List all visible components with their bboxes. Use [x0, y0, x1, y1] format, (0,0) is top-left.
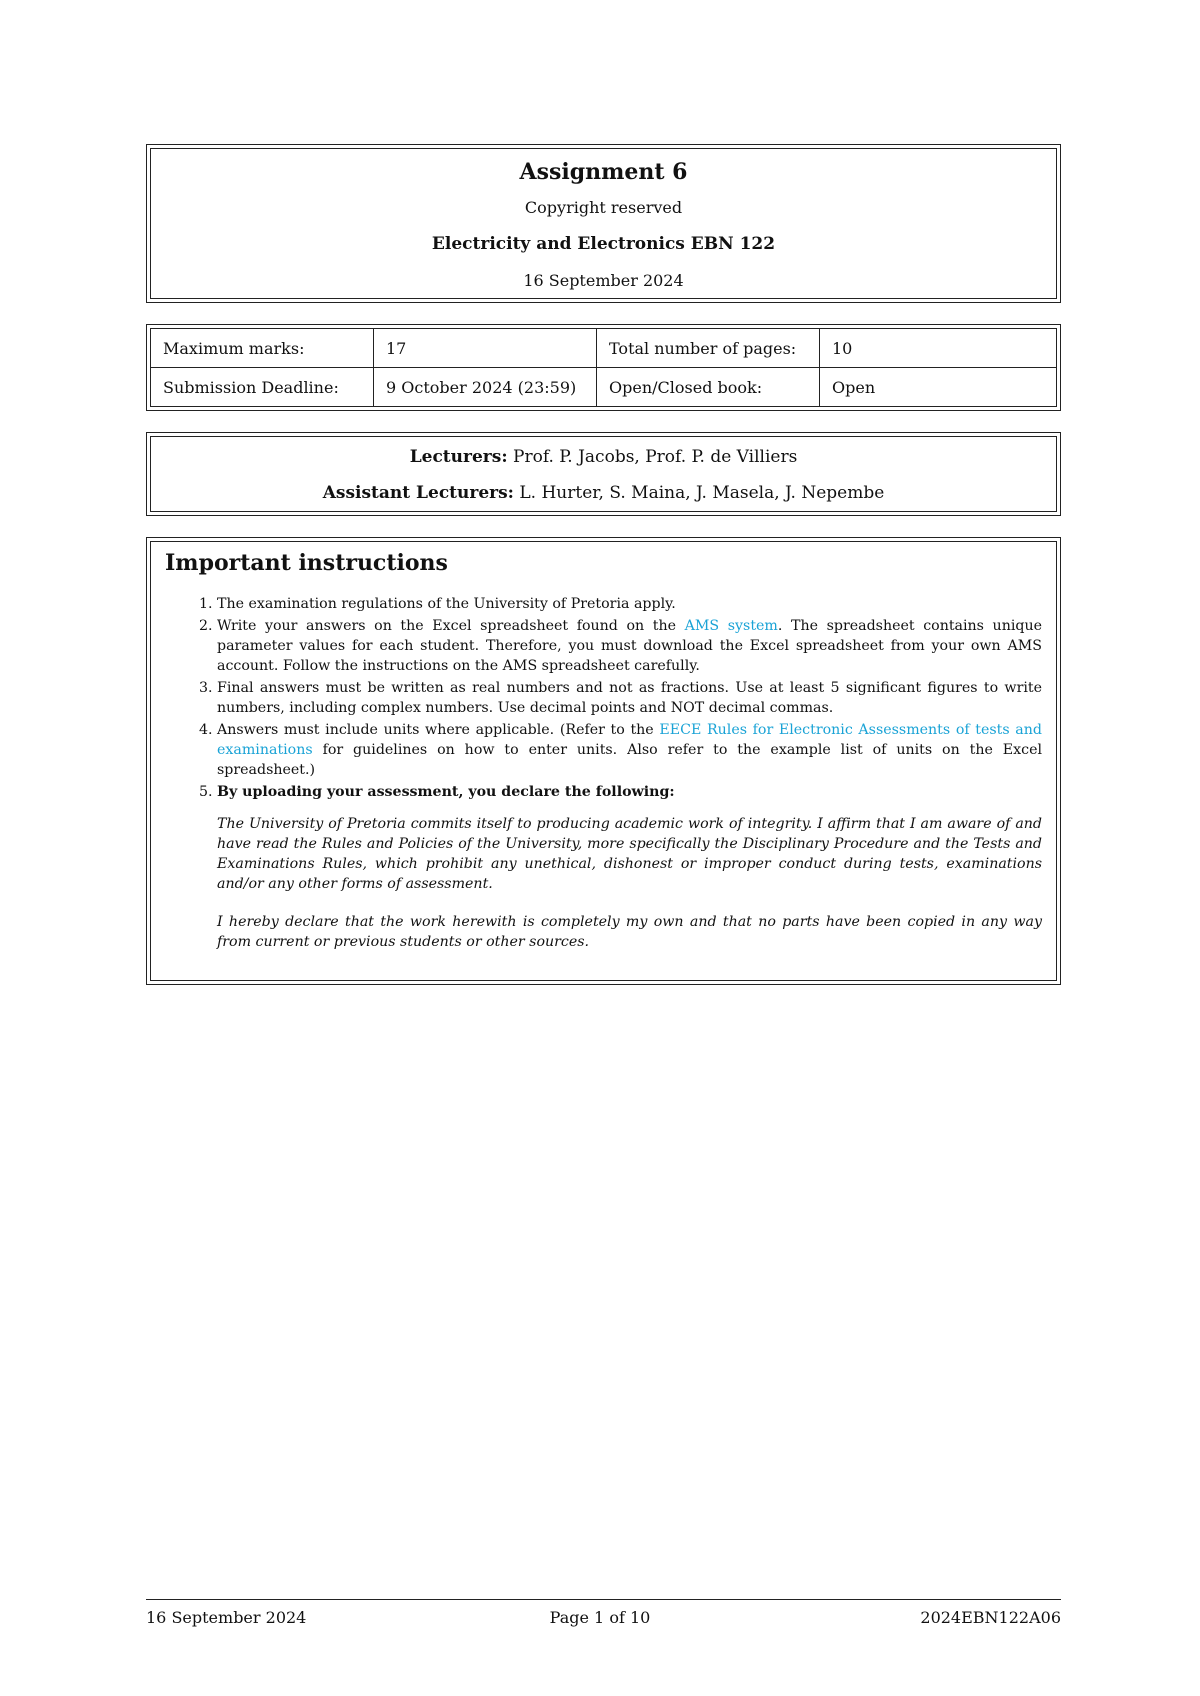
instruction-5: By uploading your assessment, you declare the following:: [217, 784, 675, 800]
footer-page-number: Page 1 of 10: [549, 1608, 651, 1627]
lecturers-label: Lecturers:: [409, 447, 508, 467]
assistants-line: [151, 483, 1056, 503]
ams-system-link[interactable]: AMS system: [684, 618, 778, 634]
copyright-notice: Copyright reserved: [524, 198, 683, 217]
list-item: [217, 616, 1042, 676]
eece-rules-link[interactable]: EECE Rules for Electronic Assessments of tests and examinations: [217, 722, 1042, 758]
assistants-names: L. Hurter, S. Maina, J. Masela, J. Nepembe: [519, 483, 885, 503]
assignment-date: 16 September 2024: [523, 271, 684, 290]
deadline-label: Submission Deadline:: [151, 368, 374, 407]
list-item: [217, 678, 1042, 718]
max-marks-value: 17: [374, 329, 597, 368]
instruction-2-text-cont: . The spreadsheet contains unique parameter values for each student. Therefore, you must download the Excel spreadsheet from your own AMS account. Follow the instructions on the AMS spreadsheet carefully.: [217, 618, 1042, 674]
book-type-value: Open: [820, 368, 1057, 407]
footer-code: 2024EBN122A06: [920, 1608, 1061, 1627]
declaration-integrity: The University of Pretoria commits itself to producing academic work of integrity. I affirm that I am aware of and have read the Rules and Policies of the University, more specifically the Disciplinary Procedure and the Tests and Examinations Rules, which prohibit any unethical, dishonest or improper conduct during tests, examinations and/or any other forms of assessment.: [217, 816, 1042, 892]
footer-divider: [146, 1599, 1061, 1600]
lecturers-names: Prof. P. Jacobs, Prof. P. de Villiers: [513, 447, 798, 467]
lecturers-line: [151, 447, 1056, 467]
instruction-4-text-cont: for guidelines on how to enter units. Also refer to the example list of units on the Excel spreadsheet.): [217, 742, 1043, 778]
instructions-list: [179, 594, 1042, 954]
lecturers-box: [146, 432, 1061, 516]
title-box: [146, 144, 1061, 303]
deadline-value: 9 October 2024 (23:59): [374, 368, 597, 407]
info-box: [146, 324, 1061, 411]
list-item: [217, 594, 1042, 614]
instruction-4-text: Answers must include units where applicable. (Refer to the: [217, 722, 654, 738]
table-row: [151, 368, 1056, 407]
list-item: [217, 782, 1042, 952]
total-pages-label: Total number of pages:: [597, 329, 820, 368]
instructions-title: Important instructions: [165, 550, 448, 576]
instruction-2-text: Write your answers on the Excel spreadsheet found on the: [217, 618, 677, 634]
assistants-label: Assistant Lecturers:: [322, 483, 514, 503]
instructions-box: [146, 537, 1061, 985]
total-pages-value: 10: [820, 329, 1057, 368]
footer-date: 16 September 2024: [146, 1608, 307, 1627]
book-type-label: Open/Closed book:: [597, 368, 820, 407]
declaration-own-work: I hereby declare that the work herewith is completely my own and that no parts have been copied in any way from current or previous students or other sources.: [217, 914, 1042, 950]
assignment-title: Assignment 6: [519, 159, 688, 185]
list-item: [217, 720, 1042, 780]
instruction-3: Final answers must be written as real numbers and not as fractions. Use at least 5 significant figures to write numbers, including complex numbers. Use decimal points and NOT decimal commas.: [217, 680, 1042, 716]
course-name: Electricity and Electronics EBN 122: [431, 234, 776, 254]
max-marks-label: Maximum marks:: [151, 329, 374, 368]
info-table: [151, 329, 1056, 406]
instruction-1: The examination regulations of the University of Pretoria apply.: [217, 596, 676, 612]
table-row: [151, 329, 1056, 368]
